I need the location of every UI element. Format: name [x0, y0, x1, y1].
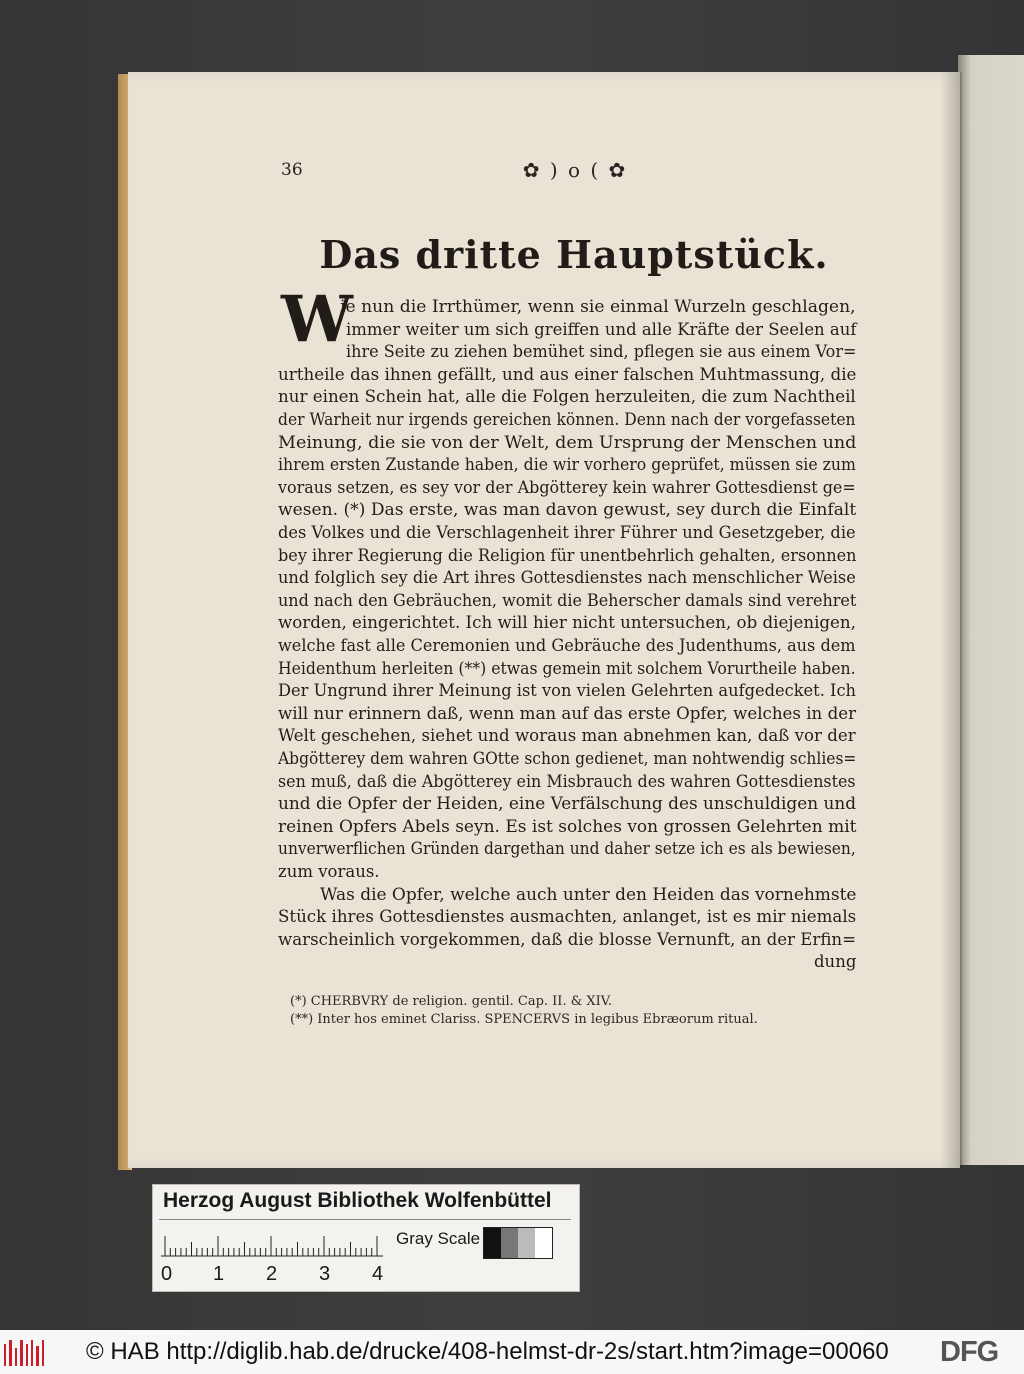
chapter-title: Das dritte Hauptstück. [319, 232, 829, 277]
hab-logo-icon [4, 1338, 44, 1366]
text-line: sen muß, daß die Abgötterey ein Misbrauch des wahren Gottesdienstes [278, 771, 856, 791]
footer-url-link[interactable]: © HAB http://diglib.hab.de/drucke/408-helmst-dr-2s/start.htm?image=00060 [86, 1338, 889, 1365]
ruler-digit-2: 2 [266, 1263, 278, 1285]
text-line: Meinung, die sie von der Welt, dem Ursprung der Menschen und [278, 432, 857, 452]
ruler-digit-1: 1 [213, 1263, 225, 1285]
text-line: warscheinlich vorgekommen, daß die blosse Vernunft, an der Erfin= [278, 929, 857, 949]
footnote-1: (*) CHERBVRY de religion. gentil. Cap. II. & XIV. [290, 994, 613, 1009]
text-line: Abgötterey dem wahren GOtte schon gedienet, man nohtwendig schlies= [278, 749, 857, 768]
gray-swatch-dark [501, 1228, 518, 1258]
text-line: und nach den Gebräuchen, womit die Beherscher damals sind verehret [278, 590, 857, 610]
text-line: ihre Seite zu ziehen bemühet sind, pflegen sie aus einem Vor= [346, 342, 857, 362]
text-line: Welt geschehen, siehet und woraus man abnehmen kan, daß vor der [278, 726, 856, 746]
library-color-card [152, 1184, 580, 1292]
text-line: nur einen Schein hat, alle die Folgen herzuleiten, die zum Nachtheil [278, 387, 856, 407]
text-line: ie nun die Irrthümer, wenn sie einmal Wurzeln geschlagen, [340, 297, 856, 316]
footer-bar [0, 1330, 1024, 1374]
text-line: bey ihrer Regierung die Religion für unentbehrlich gehalten, ersonnen [278, 545, 857, 565]
text-line: Der Ungrund ihrer Meinung ist von vielen Gelehrten aufgedecket. Ich [278, 681, 857, 701]
text-line: des Volkes und die Verschlagenheit ihrer Führer und Gesetzgeber, die [278, 523, 856, 542]
text-line: Heidenthum herleiten (**) etwas gemein mit solchem Vorurtheile haben. [278, 658, 856, 678]
text-line: ihrem ersten Zustande haben, die wir vorhero geprüfet, müssen sie zum [278, 455, 856, 475]
text-line: Was die Opfer, welche auch unter den Heiden das vornehmste [320, 884, 857, 904]
ruler-digit-4: 4 [372, 1263, 384, 1285]
page-number: 36 [281, 160, 303, 180]
text-line: welche fast alle Ceremonien und Gebräuche des Judenthums, aus dem [278, 636, 856, 655]
label-divider [159, 1219, 571, 1220]
text-line: zum voraus. [278, 862, 380, 881]
gray-swatch-black [484, 1228, 501, 1258]
text-line: und folglich sey die Art ihres Gottesdienstes nach menschlicher Weise [278, 568, 856, 588]
dfg-logo: DFG [940, 1336, 999, 1368]
text-line: der Warheit nur irgends gereichen können. Denn nach der vorgefasseten [278, 410, 856, 429]
gray-scale-label: Gray Scale [396, 1229, 481, 1248]
drop-cap: W [281, 282, 353, 357]
text-line: will nur erinnern daß, wenn man auf das erste Opfer, welches in der [278, 703, 857, 723]
library-name: Herzog August Bibliothek Wolfenbüttel [163, 1189, 552, 1212]
gray-scale-swatches [483, 1227, 553, 1259]
text-line: reinen Opfers Abels seyn. Es ist solches von grossen Gelehrten mit [278, 816, 857, 836]
ruler-digit-3: 3 [319, 1263, 331, 1285]
text-line: und die Opfer der Heiden, eine Verfälschung des unschuldigen und [278, 794, 857, 814]
text-line: immer weiter um sich greiffen und alle Kräfte der Seelen auf [346, 319, 857, 339]
text-line: unverwerflichen Gründen dargethan und daher setze ich es als bewiesen, [278, 839, 856, 859]
header-ornament: ✿ ) o ( ✿ [522, 158, 628, 182]
gray-swatch-white [535, 1228, 552, 1258]
adjacent-page-edge [958, 55, 1024, 1165]
text-line: wesen. (*) Das erste, was man davon gewust, sey durch die Einfalt [278, 500, 857, 520]
text-line: voraus setzen, es sey vor der Abgötterey kein wahrer Gottesdienst ge= [278, 477, 856, 497]
ruler-digit-0: 0 [161, 1263, 173, 1285]
text-line: worden, eingerichtet. Ich will hier nicht untersuchen, ob diejenigen, [278, 613, 856, 633]
ruler-scale [161, 1223, 383, 1257]
footnote-2: (**) Inter hos eminet Clariss. SPENCERVS in legibus Ebræorum ritual. [290, 1012, 758, 1027]
text-line: Stück ihres Gottesdienstes ausmachten, anlanget, ist es mir niemals [278, 907, 857, 927]
page-gutter-shadow [940, 72, 962, 1168]
text-line: urtheile das ihnen gefällt, und aus einer falschen Muhtmassung, die [278, 364, 857, 384]
gray-swatch-light [518, 1228, 535, 1258]
text-line: dung [814, 952, 857, 972]
